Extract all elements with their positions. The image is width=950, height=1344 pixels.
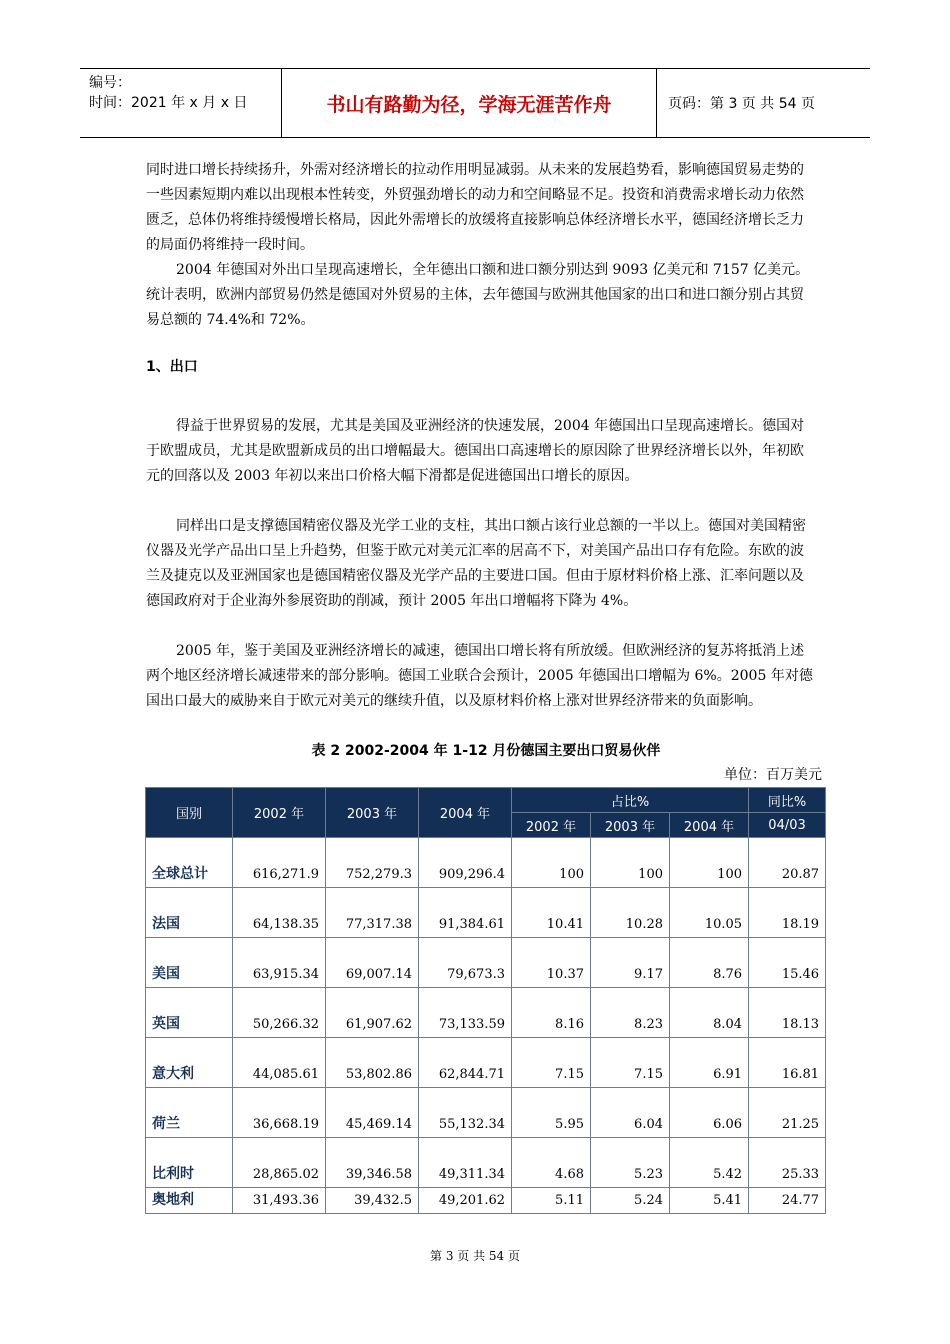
yoy-cell: 25.33 <box>749 1138 826 1188</box>
document-date-label: 时间：2021 年 x 月 x 日 <box>89 95 248 111</box>
value-2004-cell: 62,844.71 <box>419 1038 512 1088</box>
yoy-cell: 24.77 <box>749 1188 826 1214</box>
value-2003-cell: 53,802.86 <box>326 1038 419 1088</box>
header-meta <box>89 73 279 113</box>
header-2004: 2004 年 <box>419 788 512 838</box>
share-2002-cell: 10.41 <box>512 888 591 938</box>
table-row <box>146 888 826 938</box>
share-2004-cell: 6.06 <box>670 1088 749 1138</box>
share-2004-cell: 100 <box>670 838 749 888</box>
value-2003-cell: 61,907.62 <box>326 988 419 1038</box>
value-2003-cell: 39,432.5 <box>326 1188 419 1214</box>
share-2002-cell: 4.68 <box>512 1138 591 1188</box>
header-country: 国别 <box>146 788 233 838</box>
value-2002-cell: 28,865.02 <box>233 1138 326 1188</box>
section-heading: 1、出口 <box>146 359 198 375</box>
paragraph-4: 同样出口是支撑德国精密仪器及光学工业的支柱，其出口额占该行业总额的一半以上。德国对美国精密仪器及光学产品出口呈上升趋势，但鉴于欧元对美元汇率的居高不下，对美国产品出口存有危险。东欧的波兰及捷克以及亚洲国家也是德国精密仪器及光学产品的主要进口国。但由于原材料价格上涨、汇率问题以及德国政府对于企业海外参展资助的削减，预计 2005 年出口增幅将下降为 4%。 <box>146 518 806 609</box>
header-share-2003: 2003 年 <box>591 813 670 838</box>
header-page-number: 页码：第 3 页 共 54 页 <box>668 96 815 112</box>
table-row <box>146 1138 826 1188</box>
yoy-cell: 21.25 <box>749 1088 826 1138</box>
header-share: 占比% <box>512 788 749 813</box>
share-2002-cell: 10.37 <box>512 938 591 988</box>
country-cell: 荷兰 <box>146 1088 233 1138</box>
share-2004-cell: 10.05 <box>670 888 749 938</box>
country-cell: 英国 <box>146 988 233 1038</box>
table-row <box>146 1038 826 1088</box>
country-cell: 奥地利 <box>146 1188 233 1214</box>
table-row <box>146 1088 826 1138</box>
country-cell: 意大利 <box>146 1038 233 1088</box>
paragraph-5: 2005 年，鉴于美国及亚洲经济增长的减速，德国出口增长将有所放缓。但欧洲经济的复苏将抵消上述两个地区经济增长减速带来的部分影响。德国工业联合会预计，2005 年德国出口增幅为 6%。2005 年对德国出口最大的威胁来自于欧元对美元的继续升值，以及原材料价格上涨对世界经济带来的负面影响。 <box>146 643 813 709</box>
country-cell: 法国 <box>146 888 233 938</box>
table-row <box>146 1188 826 1214</box>
value-2003-cell: 45,469.14 <box>326 1088 419 1138</box>
value-2002-cell: 63,915.34 <box>233 938 326 988</box>
country-cell: 比利时 <box>146 1138 233 1188</box>
value-2003-cell: 752,279.3 <box>326 838 419 888</box>
yoy-cell: 16.81 <box>749 1038 826 1088</box>
table-unit: 单位：百万美元 <box>724 767 822 783</box>
value-2004-cell: 91,384.61 <box>419 888 512 938</box>
value-2002-cell: 44,085.61 <box>233 1038 326 1088</box>
share-2004-cell: 5.42 <box>670 1138 749 1188</box>
table-row <box>146 838 826 888</box>
header-2002: 2002 年 <box>233 788 326 838</box>
export-partners-table <box>145 787 826 1214</box>
share-2004-cell: 6.91 <box>670 1038 749 1088</box>
share-2004-cell: 5.41 <box>670 1188 749 1214</box>
value-2003-cell: 77,317.38 <box>326 888 419 938</box>
header-motto: 书山有路勤为径，学海无涯苦作舟 <box>281 69 657 137</box>
value-2003-cell: 39,346.58 <box>326 1138 419 1188</box>
share-2003-cell: 7.15 <box>591 1038 670 1088</box>
value-2004-cell: 909,296.4 <box>419 838 512 888</box>
share-2002-cell: 8.16 <box>512 988 591 1038</box>
country-cell: 美国 <box>146 938 233 988</box>
table-row <box>146 988 826 1038</box>
value-2004-cell: 49,201.62 <box>419 1188 512 1214</box>
value-2004-cell: 49,311.34 <box>419 1138 512 1188</box>
share-2002-cell: 7.15 <box>512 1038 591 1088</box>
share-2003-cell: 10.28 <box>591 888 670 938</box>
share-2002-cell: 100 <box>512 838 591 888</box>
table-row <box>146 938 826 988</box>
document-code-label: 编号： <box>89 75 131 91</box>
page-footer: 第 3 页 共 54 页 <box>430 1249 520 1263</box>
header-share-2002: 2002 年 <box>512 813 591 838</box>
header-yoy-sub: 04/03 <box>749 813 826 838</box>
share-2004-cell: 8.76 <box>670 938 749 988</box>
share-2004-cell: 8.04 <box>670 988 749 1038</box>
share-2002-cell: 5.95 <box>512 1088 591 1138</box>
value-2002-cell: 36,668.19 <box>233 1088 326 1138</box>
value-2004-cell: 55,132.34 <box>419 1088 512 1138</box>
paragraph-1: 同时进口增长持续扬升，外需对经济增长的拉动作用明显减弱。从未来的发展趋势看，影响德国贸易走势的一些因素短期内难以出现根本性转变，外贸强劲增长的动力和空间略显不足。投资和消费需求增长动力依然匮乏，总体仍将维持缓慢增长格局，因此外需增长的放缓将直接影响总体经济增长水平，德国经济增长乏力的局面仍将维持一段时间。 <box>146 162 804 253</box>
header-share-2004: 2004 年 <box>670 813 749 838</box>
value-2002-cell: 50,266.32 <box>233 988 326 1038</box>
yoy-cell: 15.46 <box>749 938 826 988</box>
share-2003-cell: 6.04 <box>591 1088 670 1138</box>
share-2003-cell: 5.24 <box>591 1188 670 1214</box>
value-2003-cell: 69,007.14 <box>326 938 419 988</box>
yoy-cell: 18.13 <box>749 988 826 1038</box>
share-2002-cell: 5.11 <box>512 1188 591 1214</box>
header-2003: 2003 年 <box>326 788 419 838</box>
header-yoy: 同比% <box>749 788 826 813</box>
paragraph-2: 2004 年德国对外出口呈现高速增长，全年德出口额和进口额分别达到 9093 亿美元和 7157 亿美元。统计表明，欧洲内部贸易仍然是德国对外贸易的主体，去年德国与欧洲其他国家的出口和进口额分别占其贸易总额的 74.4%和 72%。 <box>146 262 810 328</box>
table-caption: 表 2 2002-2004 年 1-12 月份德国主要出口贸易伙伴 <box>311 743 661 759</box>
value-2004-cell: 73,133.59 <box>419 988 512 1038</box>
share-2003-cell: 100 <box>591 838 670 888</box>
country-cell: 全球总计 <box>146 838 233 888</box>
value-2002-cell: 31,493.36 <box>233 1188 326 1214</box>
yoy-cell: 20.87 <box>749 838 826 888</box>
share-2003-cell: 8.23 <box>591 988 670 1038</box>
paragraph-3: 得益于世界贸易的发展，尤其是美国及亚洲经济的快速发展，2004 年德国出口呈现高速增长。德国对于欧盟成员，尤其是欧盟新成员的出口增幅最大。德国出口高速增长的原因除了世界经济增长以外，年初欧元的回落以及 2003 年初以来出口价格大幅下滑都是促进德国出口增长的原因。 <box>146 418 805 484</box>
value-2004-cell: 79,673.3 <box>419 938 512 988</box>
share-2003-cell: 5.23 <box>591 1138 670 1188</box>
value-2002-cell: 616,271.9 <box>233 838 326 888</box>
yoy-cell: 18.19 <box>749 888 826 938</box>
share-2003-cell: 9.17 <box>591 938 670 988</box>
value-2002-cell: 64,138.35 <box>233 888 326 938</box>
page-header <box>80 68 870 138</box>
